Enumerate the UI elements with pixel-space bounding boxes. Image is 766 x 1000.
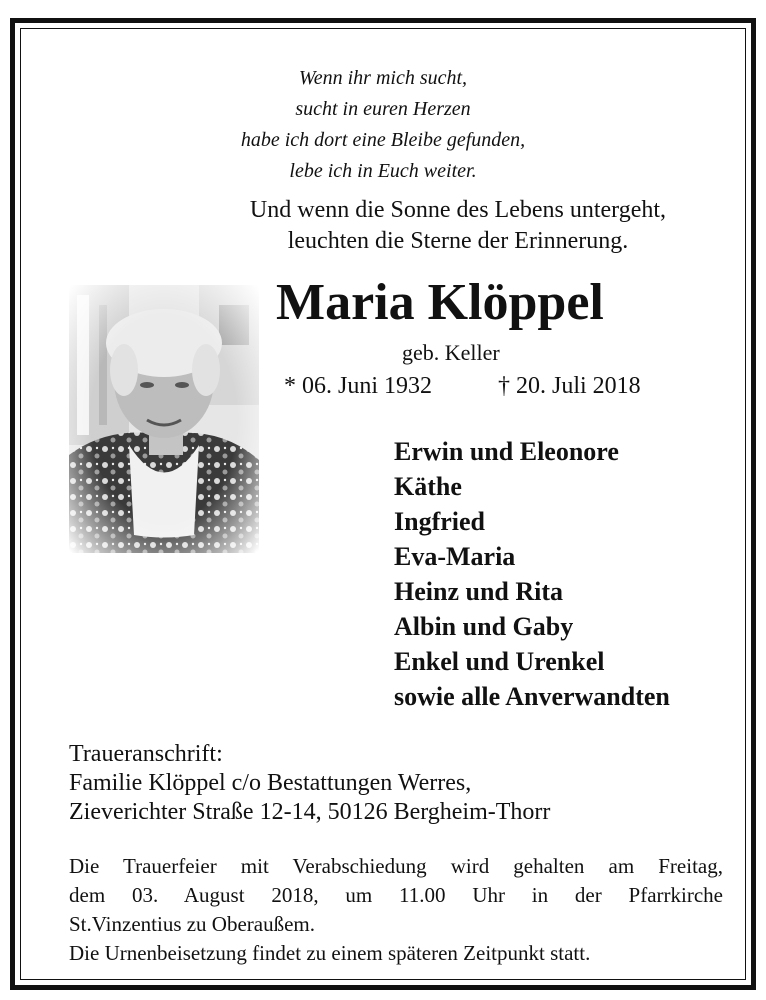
verse-line: leuchten die Sterne der Erinnerung. xyxy=(287,228,629,254)
ceremony-line: Die Trauerfeier mit Verabschiedung wird gehalten am Freitag, xyxy=(69,854,723,878)
poem xyxy=(21,63,745,187)
portrait-image xyxy=(69,285,259,553)
poem-line: lebe ich in Euch weiter. xyxy=(289,160,477,182)
poem-line: habe ich dort eine Bleibe gefunden, xyxy=(240,129,526,151)
address-line: Familie Klöppel c/o Bestattungen Werres, xyxy=(69,770,472,796)
mourners-list xyxy=(394,434,670,714)
inner-frame xyxy=(20,28,746,980)
mourner-entry: sowie alle Anverwandten xyxy=(394,682,670,711)
portrait-photo xyxy=(69,285,259,553)
mourner-entry: Erwin und Eleonore xyxy=(394,437,619,466)
ceremony-details xyxy=(69,852,723,968)
ceremony-line: St.Vinzentius zu Oberaußem. xyxy=(69,912,316,936)
maiden-name: geb. Keller xyxy=(402,340,500,365)
ceremony-line: Die Urnenbeisetzung findet zu einem späteren Zeitpunkt statt. xyxy=(69,941,591,965)
birth-date: * 06. Juni 1932 xyxy=(284,373,433,399)
deceased-name: Maria Klöppel xyxy=(276,274,604,331)
verse-line: Und wenn die Sonne des Lebens untergeht, xyxy=(249,197,667,223)
death-date: † 20. Juli 2018 xyxy=(498,373,641,399)
mourner-entry: Albin und Gaby xyxy=(394,612,574,641)
mourner-entry: Enkel und Urenkel xyxy=(394,647,605,676)
address-line: Zieverichter Straße 12-14, 50126 Bergheim-Thorr xyxy=(69,799,551,825)
mourner-entry: Eva-Maria xyxy=(394,542,516,571)
address-heading: Traueranschrift: xyxy=(69,741,223,767)
mourning-address xyxy=(69,740,550,827)
poem-line: sucht in euren Herzen xyxy=(295,98,471,120)
obituary-notice xyxy=(10,18,756,990)
ceremony-line: dem 03. August 2018, um 11.00 Uhr in der Pfarrkirche xyxy=(69,883,723,907)
mourner-entry: Ingfried xyxy=(394,507,485,536)
mourner-entry: Heinz und Rita xyxy=(394,577,564,606)
mourner-entry: Käthe xyxy=(394,472,462,501)
verse xyxy=(21,195,745,257)
poem-line: Wenn ihr mich sucht, xyxy=(298,67,468,89)
